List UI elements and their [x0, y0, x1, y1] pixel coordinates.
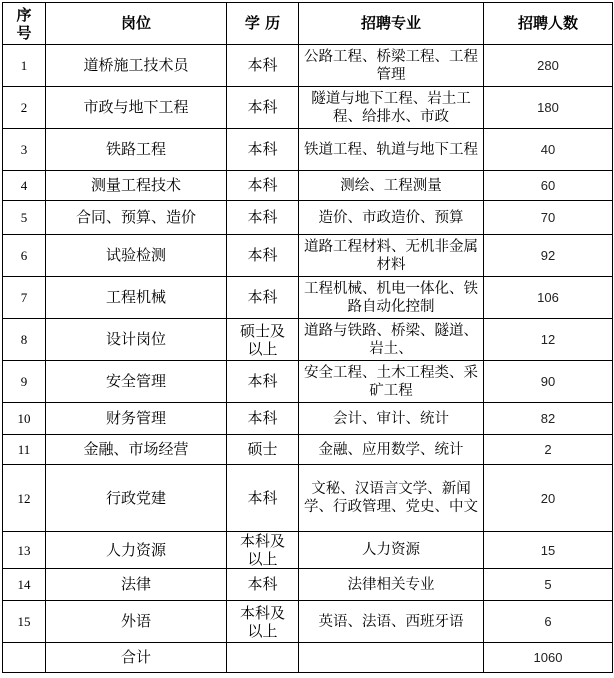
row-major: 文秘、汉语言文学、新闻学、行政管理、党史、中文 [299, 465, 484, 532]
table-row [3, 569, 613, 601]
row-major: 英语、法语、西班牙语 [299, 601, 484, 643]
recruitment-table [2, 2, 613, 673]
row-position: 法律 [46, 569, 227, 601]
table-row [3, 235, 613, 277]
row-index: 3 [3, 129, 46, 171]
row-count: 106 [484, 277, 613, 319]
table-row [3, 319, 613, 361]
total-count: 1060 [484, 643, 613, 673]
row-education: 本科 [227, 403, 299, 435]
header-index: 序号 [3, 3, 46, 45]
table-row [3, 201, 613, 235]
row-index: 10 [3, 403, 46, 435]
table-row [3, 435, 613, 465]
row-major: 造价、市政造价、预算 [299, 201, 484, 235]
row-index: 6 [3, 235, 46, 277]
header-major: 招聘专业 [299, 3, 484, 45]
row-position: 合同、预算、造价 [46, 201, 227, 235]
row-major: 安全工程、土木工程类、采矿工程 [299, 361, 484, 403]
table-row [3, 87, 613, 129]
row-index: 15 [3, 601, 46, 643]
row-position: 外语 [46, 601, 227, 643]
table-row [3, 277, 613, 319]
row-education: 硕士 [227, 435, 299, 465]
row-position: 安全管理 [46, 361, 227, 403]
table-row [3, 403, 613, 435]
row-index: 5 [3, 201, 46, 235]
row-position: 金融、市场经营 [46, 435, 227, 465]
row-position: 设计岗位 [46, 319, 227, 361]
row-education: 本科 [227, 235, 299, 277]
row-index: 14 [3, 569, 46, 601]
row-major: 公路工程、桥梁工程、工程管理 [299, 45, 484, 87]
row-education: 本科 [227, 201, 299, 235]
table-row [3, 129, 613, 171]
total-label: 合计 [46, 643, 227, 673]
row-count: 92 [484, 235, 613, 277]
row-count: 280 [484, 45, 613, 87]
row-count: 5 [484, 569, 613, 601]
row-position: 铁路工程 [46, 129, 227, 171]
row-index: 12 [3, 465, 46, 532]
row-count: 6 [484, 601, 613, 643]
total-row [3, 643, 613, 673]
row-major: 会计、审计、统计 [299, 403, 484, 435]
total-major-empty [299, 643, 484, 673]
table-row [3, 361, 613, 403]
row-education: 硕士及以上 [227, 319, 299, 361]
row-count: 15 [484, 532, 613, 569]
row-education: 本科 [227, 465, 299, 532]
row-index: 8 [3, 319, 46, 361]
row-count: 2 [484, 435, 613, 465]
row-count: 60 [484, 171, 613, 201]
row-education: 本科及以上 [227, 601, 299, 643]
table-row [3, 465, 613, 532]
row-position: 工程机械 [46, 277, 227, 319]
row-index: 2 [3, 87, 46, 129]
row-count: 70 [484, 201, 613, 235]
row-count: 20 [484, 465, 613, 532]
table-row [3, 171, 613, 201]
row-education: 本科 [227, 45, 299, 87]
total-education-empty [227, 643, 299, 673]
row-education: 本科 [227, 129, 299, 171]
row-position: 财务管理 [46, 403, 227, 435]
row-major: 工程机械、机电一体化、铁路自动化控制 [299, 277, 484, 319]
table-row [3, 601, 613, 643]
row-major: 测绘、工程测量 [299, 171, 484, 201]
row-position: 人力资源 [46, 532, 227, 569]
row-count: 82 [484, 403, 613, 435]
row-count: 180 [484, 87, 613, 129]
total-index-empty [3, 643, 46, 673]
row-index: 4 [3, 171, 46, 201]
row-major: 隧道与地下工程、岩土工程、给排水、市政 [299, 87, 484, 129]
row-education: 本科 [227, 277, 299, 319]
row-major: 人力资源 [299, 532, 484, 569]
header-row [3, 3, 613, 45]
row-count: 90 [484, 361, 613, 403]
row-education: 本科 [227, 171, 299, 201]
row-position: 道桥施工技术员 [46, 45, 227, 87]
header-education: 学 历 [227, 3, 299, 45]
row-major: 法律相关专业 [299, 569, 484, 601]
table-row [3, 45, 613, 87]
row-index: 11 [3, 435, 46, 465]
row-index: 1 [3, 45, 46, 87]
row-major: 金融、应用数学、统计 [299, 435, 484, 465]
row-index: 9 [3, 361, 46, 403]
row-education: 本科 [227, 569, 299, 601]
row-major: 道路工程材料、无机非金属材料 [299, 235, 484, 277]
row-position: 试验检测 [46, 235, 227, 277]
row-index: 7 [3, 277, 46, 319]
row-education: 本科 [227, 361, 299, 403]
row-index: 13 [3, 532, 46, 569]
row-major: 铁道工程、轨道与地下工程 [299, 129, 484, 171]
row-position: 市政与地下工程 [46, 87, 227, 129]
row-education: 本科 [227, 87, 299, 129]
row-education: 本科及以上 [227, 532, 299, 569]
row-major: 道路与铁路、桥梁、隧道、岩土、 [299, 319, 484, 361]
row-position: 行政党建 [46, 465, 227, 532]
row-count: 12 [484, 319, 613, 361]
header-position: 岗位 [46, 3, 227, 45]
header-count: 招聘人数 [484, 3, 613, 45]
table-row [3, 532, 613, 569]
row-position: 测量工程技术 [46, 171, 227, 201]
row-count: 40 [484, 129, 613, 171]
